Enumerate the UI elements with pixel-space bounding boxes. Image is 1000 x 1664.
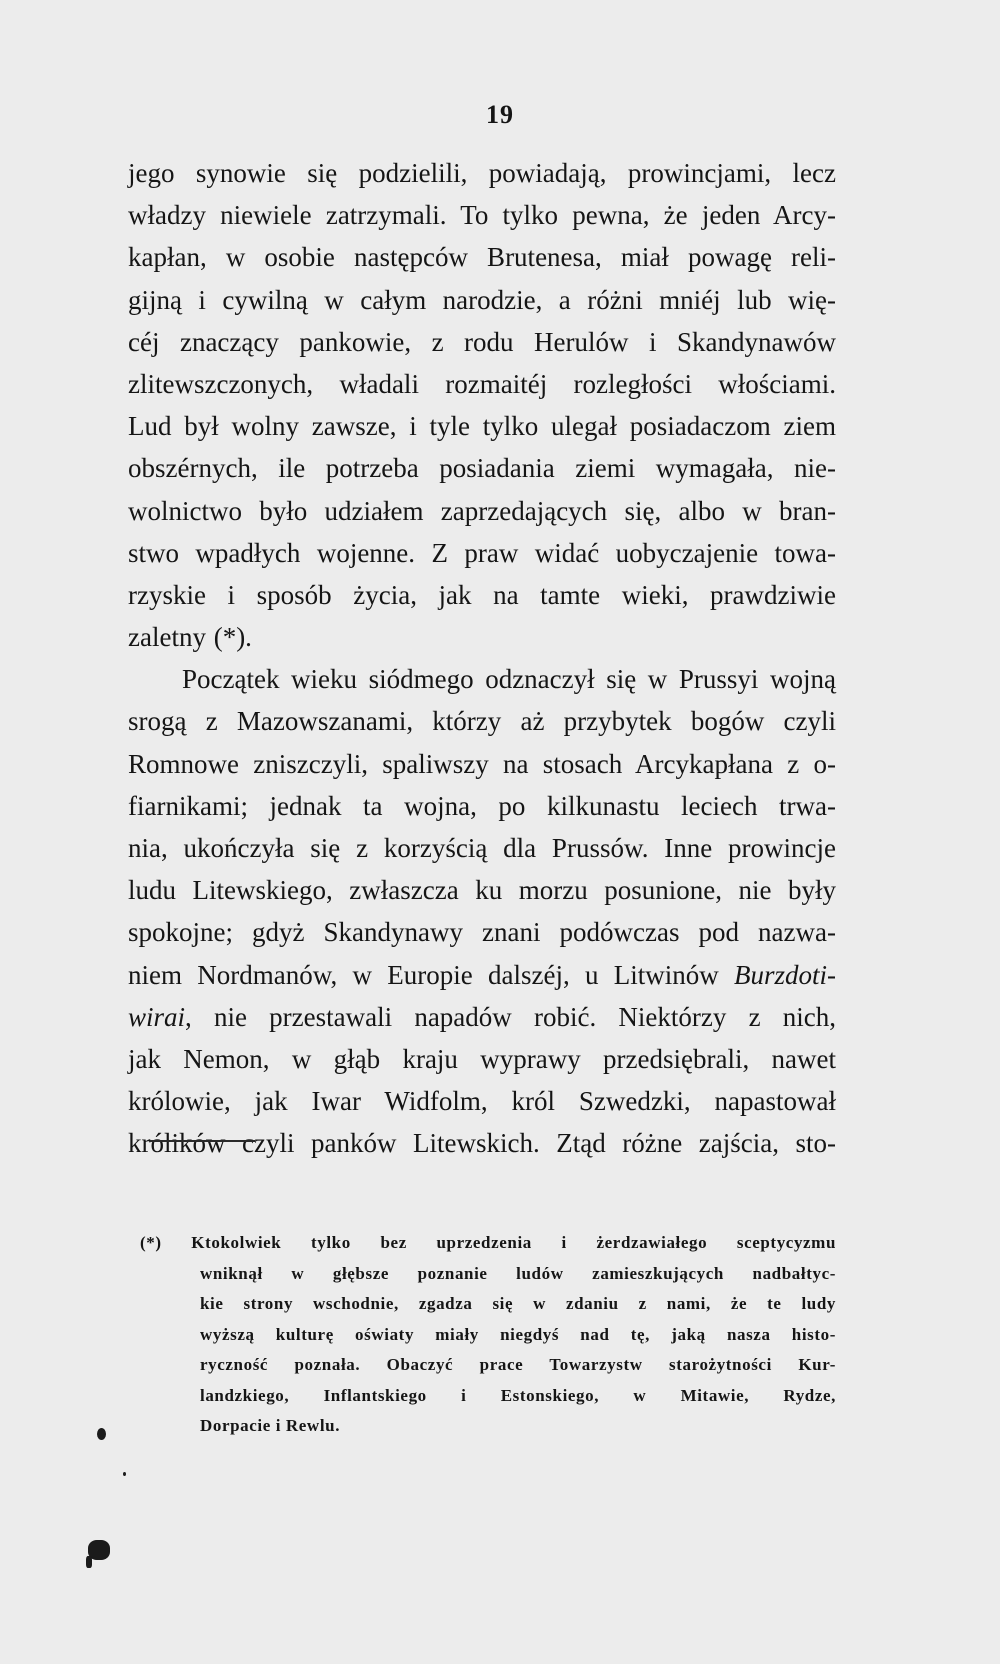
footnote-separator (150, 1140, 255, 1142)
ink-speck (97, 1428, 106, 1440)
text-line: Początek wieku siódmego odznaczył się w Prussyi wojną (182, 664, 836, 695)
footnote-line: (*) Ktokolwiek tylko bez uprzedzenia i żerdzawiałego sceptycyzmu (140, 1233, 836, 1252)
text-line-with-italic (128, 954, 836, 996)
text-line: jego synowie się podzielili, powiadają, prowincjami, lecz (128, 158, 836, 188)
text-line: królowie, jak Iwar Widfolm, król Szwedzki, napastował (128, 1086, 836, 1117)
text-line: stwo wpadłych wojenne. Z praw widać uobyczajenie towa- (128, 537, 836, 568)
italic-word: Burzdoti- (733, 959, 836, 990)
text-line: fiarnikami; jednak ta wojna, po kilkunastu leciech trwa- (128, 790, 836, 821)
text-line: wolnictwo było udziałem zaprzedających się, albo w bran- (128, 495, 836, 526)
text-line: srogą z Mazowszanami, którzy aż przybytek bogów czyli (128, 706, 836, 737)
text-line: obszérnych, ile potrzeba posiadania ziemi wymagała, nie- (128, 453, 836, 484)
text-line: nia, ukończyła się z korzyścią dla Prussów. Inne prowincje (128, 833, 836, 863)
page-number: 19 (486, 100, 514, 129)
text-line: spokojne; gdyż Skandynawy znani podówczas pod nazwa- (128, 917, 836, 948)
text-line: rzyskie i sposób życia, jak na tamte wieki, prawdziwie (128, 579, 836, 610)
text-line: zaletny (*). (128, 622, 252, 653)
text-line: władzy niewiele zatrzymali. To tylko pewna, że jeden Arcy- (128, 200, 836, 231)
footnote-line: kie strony wschodnie, zgadza się w zdaniu z nami, że te ludy (200, 1294, 836, 1313)
text-line: Romnowe zniszczyli, spaliwszy na stosach Arcykapłana z o- (128, 748, 836, 779)
text-line: ludu Litewskiego, zwłaszcza ku morzu posunione, nie były (128, 875, 836, 906)
ink-speck (86, 1556, 92, 1568)
text-line: zlitewszczonych, władali rozmaitéj rozległości włościami. (128, 368, 836, 399)
footnote-line: wyższą kulturę oświaty miały niegdyś nad tę, jaką nasza histo- (200, 1324, 836, 1344)
footnote-line: landzkiego, Inflantskiego i Estonskiego, w Mitawie, Rydze, (200, 1385, 836, 1405)
text-line: gijną i cywilną w całym narodzie, a różni mniéj lub wię- (128, 284, 836, 315)
text-line: Lud był wolny zawsze, i tyle tylko ulegał posiadaczom ziem (128, 411, 836, 442)
text-segment: niem Nordmanów, w Europie dalszéj, u Litwinów (128, 959, 719, 990)
text-line: céj znaczący pankowie, z rodu Herulów i Skandynawów (128, 326, 836, 357)
main-text (128, 152, 836, 1165)
footnote (140, 1228, 836, 1442)
text-segment: wirai, nie przestawali napadów robić. Niektórzy z nich, (128, 1001, 836, 1032)
text-line: królików czyli panków Litewskich. Ztąd różne zajścia, sto- (128, 1128, 836, 1159)
text-line: kapłan, w osobie następców Brutenesa, miał powagę reli- (128, 242, 836, 273)
footnote-line: Dorpacie i Rewlu. (200, 1416, 341, 1435)
ink-speck (123, 1472, 126, 1476)
text-line: jak Nemon, w głąb kraju wyprawy przedsiębrali, nawet (128, 1043, 836, 1074)
text-line-italic-start (128, 996, 836, 1038)
footnote-line: ryczność poznała. Obaczyć prace Towarzystw starożytności Kur- (200, 1355, 836, 1374)
italic-word: wirai (128, 1001, 186, 1032)
footnote-line: wniknął w głębsze poznanie ludów zamieszkujących nadbałtyc- (200, 1263, 836, 1283)
